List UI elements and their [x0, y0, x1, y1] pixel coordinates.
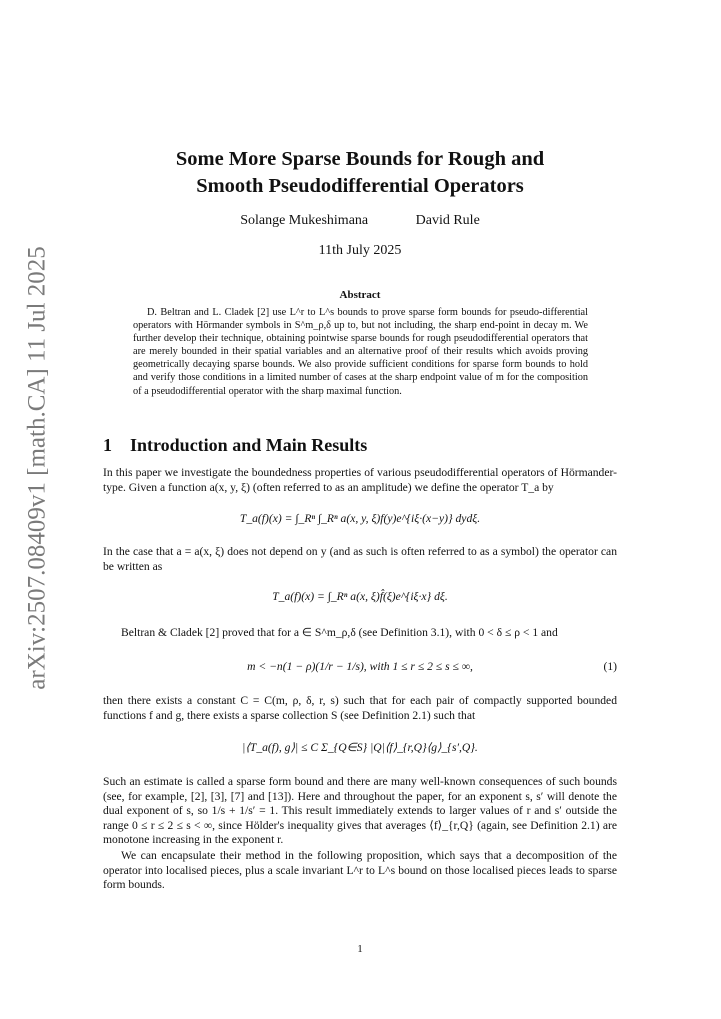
- equation-3: [103, 660, 617, 673]
- paragraph-3: Beltran & Cladek [2] proved that for a ∈ S^m_ρ,δ (see Definition 3.1), with 0 < δ ≤ ρ < 1 and: [121, 626, 558, 639]
- page-number: 1: [357, 943, 363, 955]
- equation-number: (1): [603, 660, 617, 673]
- author-1: Solange Mukeshimana: [240, 213, 369, 228]
- equation-2: T_a(f)(x) = ∫_Rⁿ a(x, ξ)f̂(ξ)e^{iξ·x} dξ.: [272, 590, 448, 603]
- author-2: David Rule: [415, 213, 480, 228]
- paper-date: 11th July 2025: [318, 243, 402, 258]
- equation-4: |⟨T_a(f), g⟩| ≤ C Σ_{Q∈S} |Q|⟨f⟩_{r,Q}⟨g⟩_{s′,Q}.: [242, 741, 478, 754]
- abstract-body: D. Beltran and L. Cladek [2] use L^r to L^s bounds to prove sparse form bounds for pseudo-differential operators with Hörmander symbols in S^m_ρ,δ up to, but not including, the sharp end-point in decay m. We further develop their technique, obtaining pointwise sparse bounds for rough pseudodifferential operators that are merely bounded in their spatial variables and an alternative proof of their results which avoids proving geometrically decaying sparse bounds. We also provide sufficient conditions for sparse form bounds to hold and verify those conditions in a limited number of cases at the sharp endpoint value of m for the composition of a pseudodifferential operator with the sharp maximal function.: [133, 307, 588, 397]
- author-list: [100, 213, 620, 229]
- section-number: 1: [103, 435, 112, 455]
- arxiv-identifier: arXiv:2507.08409v1 [math.CA] 11 Jul 2025: [24, 246, 52, 690]
- equation-1: T_a(f)(x) = ∫_Rⁿ ∫_Rⁿ a(x, y, ξ)f(y)e^{iξ·(x−y)} dydξ.: [239, 512, 481, 525]
- paragraph-2: In the case that a = a(x, ξ) does not depend on y (and as such is often referred to as a symbol) the operator can be written as: [103, 545, 617, 573]
- title-line-1: Some More Sparse Bounds for Rough and: [175, 148, 545, 170]
- paragraph-5: Such an estimate is called a sparse form bound and there are many well-known consequences of such bounds (see, for example, [2], [3], [7] and [13]). Here and throughout the paper, for an exponent s, s′ will denote the dual exponent of s, so 1/s + 1/s′ = 1. This result immediately extends to larger values of r and s′ outside the range 0 ≤ r ≤ 2 ≤ s < ∞, since Hölder's inequality gives that averages ⟨f⟩_{r,Q} (again, see Definition 2.1) are monotone increasing in the exponent r.: [103, 775, 617, 847]
- equation-3-body: m < −n(1 − ρ)(1/r − 1/s), with 1 ≤ r ≤ 2 ≤ s ≤ ∞,: [247, 660, 473, 673]
- paragraph-1: In this paper we investigate the boundedness properties of various pseudodifferential operators of Hörmander-type. Given a function a(x, y, ξ) (often referred to as an amplitude) we define the operator T_a by: [103, 466, 617, 494]
- paragraph-4: then there exists a constant C = C(m, ρ, δ, r, s) such that for each pair of compactly supported bounded functions f and g, there exists a sparse collection S (see Definition 2.1) such that: [103, 694, 617, 722]
- section-title: Introduction and Main Results: [130, 435, 368, 455]
- paper-title: [60, 146, 660, 200]
- section-heading: [103, 435, 367, 456]
- paragraph-6: We can encapsulate their method in the following proposition, which says that a decomposition of the operator into localised pieces, plus a scale invariant L^r to L^s bound on those localised pieces leads to sparse form bounds.: [103, 849, 617, 892]
- title-line-2: Smooth Pseudodifferential Operators: [196, 175, 524, 197]
- abstract-heading: Abstract: [339, 289, 381, 301]
